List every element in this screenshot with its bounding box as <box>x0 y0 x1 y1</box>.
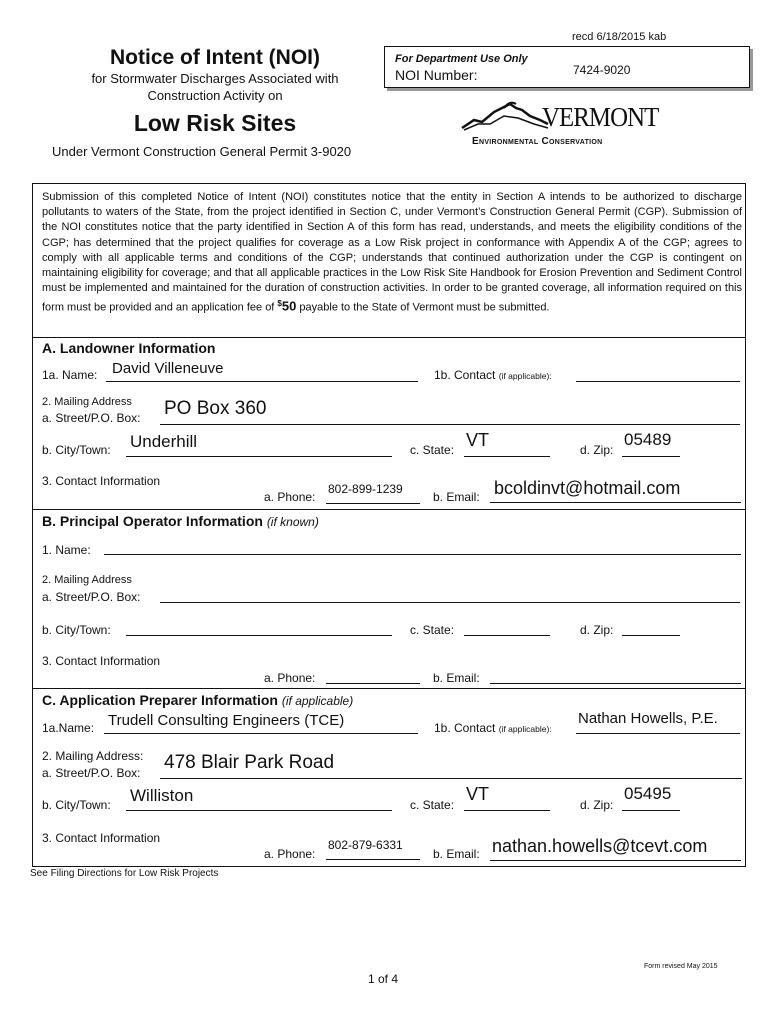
a-contact-info-label: 3. Contact Information <box>42 474 161 488</box>
c-zip-label: d. Zip: <box>580 798 614 812</box>
c-zip-value: 05495 <box>624 784 672 803</box>
a-contact-label-text: 1b. Contact <box>434 368 496 382</box>
a-phone-field[interactable] <box>326 480 420 504</box>
b-zip-field[interactable] <box>622 621 680 636</box>
b-phone-label: a. Phone: <box>264 671 316 685</box>
c-name-label: 1a.Name: <box>42 721 95 735</box>
c-phone-value: 802-879-6331 <box>328 838 403 852</box>
section-b-heading-note: (if known) <box>266 515 319 529</box>
c-email-field[interactable] <box>490 834 741 861</box>
c-contact-info-label: 3. Contact Information <box>42 831 161 845</box>
b-name-label: 1. Name: <box>42 543 91 557</box>
a-contact-field[interactable] <box>576 360 740 382</box>
c-street-label: a. Street/P.O. Box: <box>42 766 141 780</box>
a-contact-label <box>434 368 552 382</box>
divider-c <box>32 688 746 689</box>
a-name-value: David Villeneuve <box>112 360 224 377</box>
department-use-label: For Department Use Only <box>395 53 528 65</box>
c-name-field[interactable] <box>104 712 418 734</box>
section-a-heading: A. Landowner Information <box>42 340 216 356</box>
b-state-field[interactable] <box>464 621 550 636</box>
divider-b <box>32 509 746 510</box>
c-mailing-label: 2. Mailing Address: <box>42 749 144 763</box>
c-zip-field[interactable] <box>622 784 680 811</box>
noi-number-label: NOI Number: <box>395 67 478 83</box>
a-phone-label: a. Phone: <box>264 490 316 504</box>
b-city-field[interactable] <box>126 621 392 636</box>
section-c-heading-text: C. Application Preparer Information <box>42 692 278 708</box>
c-state-label: c. State: <box>410 798 455 812</box>
form-subtitle-line1: for Stormwater Discharges Associated with <box>91 71 339 86</box>
a-street-label: a. Street/P.O. Box: <box>42 411 141 425</box>
c-phone-label: a. Phone: <box>264 847 316 861</box>
c-state-value: VT <box>466 784 490 804</box>
a-name-label: 1a. Name: <box>42 368 98 382</box>
a-mailing-label: 2. Mailing Address <box>42 396 132 408</box>
page-number: 1 of 4 <box>368 972 399 986</box>
b-email-label: b. Email: <box>433 671 480 685</box>
divider-a <box>32 337 746 338</box>
b-street-field[interactable] <box>160 588 740 603</box>
c-state-field[interactable] <box>464 784 550 811</box>
a-street-field[interactable] <box>160 398 740 425</box>
intro-tail: payable to the State of Vermont must be submitted. <box>296 302 550 315</box>
department-use-box <box>384 46 750 88</box>
b-email-field[interactable] <box>490 669 741 684</box>
a-zip-field[interactable] <box>622 430 680 457</box>
c-phone-field[interactable] <box>326 836 420 860</box>
permit-line: Under Vermont Construction General Permit 3-9020 <box>52 144 352 159</box>
c-contact-value: Nathan Howells, P.E. <box>578 710 718 727</box>
a-street-value: PO Box 360 <box>164 398 267 419</box>
c-city-field[interactable] <box>126 786 392 811</box>
c-contact-label-text: 1b. Contact <box>434 721 496 735</box>
b-city-label: b. City/Town: <box>42 623 111 637</box>
fee-amount: 50 <box>281 299 297 315</box>
a-city-value: Underhill <box>130 432 198 451</box>
c-city-label: b. City/Town: <box>42 798 111 812</box>
a-city-field[interactable] <box>126 432 392 457</box>
c-contact-label <box>434 721 552 735</box>
b-state-label: c. State: <box>410 623 455 637</box>
b-name-field[interactable] <box>104 540 741 555</box>
a-zip-label: d. Zip: <box>580 443 614 457</box>
main-title: Low Risk Sites <box>133 110 297 136</box>
intro-paragraph <box>42 190 742 316</box>
vermont-logo <box>460 98 670 154</box>
b-contact-info-label: 3. Contact Information <box>42 654 161 668</box>
b-phone-field[interactable] <box>326 669 420 684</box>
noi-number-value: 7424-9020 <box>573 63 631 77</box>
c-street-value: 478 Blair Park Road <box>164 752 335 773</box>
received-note: recd 6/18/2015 kab <box>572 31 667 43</box>
c-street-field[interactable] <box>160 752 742 779</box>
filing-directions-note: See Filing Directions for Low Risk Projects <box>30 868 219 879</box>
b-street-label: a. Street/P.O. Box: <box>42 590 141 604</box>
form-revised-note: Form revised May 2015 <box>644 963 718 970</box>
a-state-label: c. State: <box>410 443 455 457</box>
a-city-label: b. City/Town: <box>42 443 111 457</box>
a-name-field[interactable] <box>106 360 418 382</box>
c-email-value: nathan.howells@tcevt.com <box>492 836 708 856</box>
b-mailing-label: 2. Mailing Address <box>42 574 132 586</box>
logo-name: VERMONT <box>542 102 659 132</box>
section-c-heading <box>42 692 353 708</box>
logo-tagline: Environmental Conservation <box>472 136 603 147</box>
a-email-label: b. Email: <box>433 490 480 504</box>
a-email-value: bcoldinvt@hotmail.com <box>494 478 681 498</box>
form-subtitle-line2: Construction Activity on <box>147 88 283 103</box>
mountain-logo-icon <box>460 98 550 134</box>
a-email-field[interactable] <box>490 476 741 503</box>
a-state-value: VT <box>466 430 490 450</box>
a-zip-value: 05489 <box>624 430 672 449</box>
fee-currency: $ <box>277 299 282 309</box>
c-email-label: b. Email: <box>433 847 480 861</box>
section-b-heading <box>42 513 319 529</box>
a-contact-note: (if applicable): <box>498 371 552 381</box>
c-contact-field[interactable] <box>576 710 740 734</box>
section-b-heading-text: B. Principal Operator Information <box>42 513 263 529</box>
form-title: Notice of Intent (NOI) <box>110 46 320 69</box>
c-city-value: Williston <box>130 786 194 805</box>
a-state-field[interactable] <box>464 430 550 457</box>
intro-text: Submission of this completed Notice of Intent (NOI) constitutes notice that the entity in Section A intends to be authorized to discharge pollutants to waters of the State, from the project identified in Section C, under Vermont’s Construction General Permit (CGP). Submission of the NOI constitutes notice that the party identified in Section A of this form has read, understands, and meets the eligibility conditions of the CGP; has determined that the project qualifies for coverage as a Low Risk project in conformance with Appendix A of the CGP; agrees to comply with all applicable terms and conditions of the CGP; understands that continued authorization under the CGP is contingent on maintaining eligibility for coverage; and that all applicable practices in the Low Risk Site Handbook for Erosion Prevention and Sediment Control must be implemented and maintained for the duration of construction activities. In order to be granted coverage, all information required on this form must be provided and an application fee of <box>42 191 742 315</box>
b-zip-label: d. Zip: <box>580 623 614 637</box>
c-contact-note: (if applicable): <box>498 724 552 734</box>
section-c-heading-note: (if applicable) <box>281 694 354 708</box>
c-name-value: Trudell Consulting Engineers (TCE) <box>108 712 345 729</box>
a-phone-value: 802-899-1239 <box>328 482 403 496</box>
